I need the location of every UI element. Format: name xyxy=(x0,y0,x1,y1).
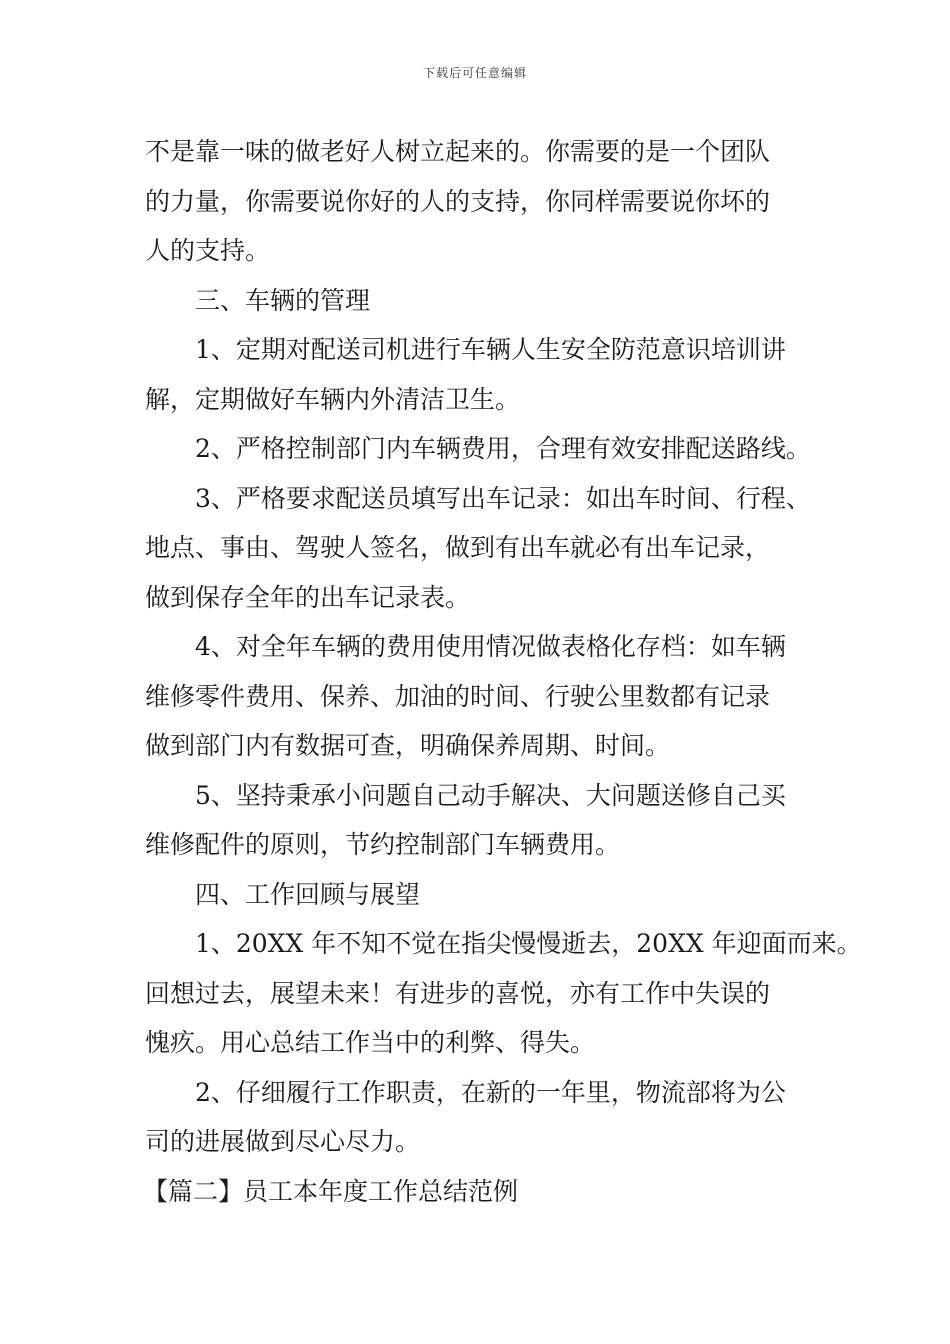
paragraph-line: 3、严格要求配送员填写出车记录：如出车时间、行程、 xyxy=(195,483,811,513)
paragraph-line: 维修配件的原则，节约控制部门车辆费用。 xyxy=(145,830,621,859)
paragraph-line: 地点、事由、驾驶人签名，做到有出车就必有出车记录， xyxy=(145,533,771,562)
section-title: 【篇二】员工本年度工作总结范例 xyxy=(143,1176,519,1206)
paragraph-line: 愧疚。用心总结工作当中的利弊、得失。 xyxy=(145,1028,596,1057)
paragraph-line: 做到部门内有数据可查，明确保养周期、时间。 xyxy=(145,731,671,760)
paragraph-line: 司的进展做到尽心尽力。 xyxy=(145,1127,421,1156)
paragraph-line: 做到保存全年的出车记录表。 xyxy=(145,582,471,612)
paragraph-line: 的力量，你需要说你好的人的支持，你同样需要说你坏的 xyxy=(145,186,771,216)
paragraph-line: 不是靠一味的做老好人树立起来的。你需要的是一个团队 xyxy=(145,137,771,166)
paragraph-line: 回想过去，展望未来！有进步的喜悦，亦有工作中失误的 xyxy=(145,978,771,1008)
header-note: 下载后可任意编辑 xyxy=(422,66,527,80)
document-body xyxy=(143,127,862,1216)
paragraph-line: 5、坚持秉承小问题自己动手解决、大问题送修自己买 xyxy=(195,780,786,810)
paragraph-line: 2、仔细履行工作职责，在新的一年里，物流部将为公 xyxy=(195,1077,786,1107)
paragraph-line: 1、20XX 年不知不觉在指尖慢慢逝去，20XX 年迎面而来。 xyxy=(195,929,862,958)
paragraph-line: 人的支持。 xyxy=(145,236,271,265)
section-heading-vehicle-management: 三、车辆的管理 xyxy=(195,285,371,315)
paragraph-line: 解，定期做好车辆内外清洁卫生。 xyxy=(145,384,521,414)
section-heading-review-outlook: 四、工作回顾与展望 xyxy=(195,879,421,909)
paragraph-line: 4、对全年车辆的费用使用情况做表格化存档：如车辆 xyxy=(195,632,786,661)
paragraph-line: 2、严格控制部门内车辆费用，合理有效安排配送路线。 xyxy=(195,434,811,463)
paragraph-line: 1、定期对配送司机进行车辆人生安全防范意识培训讲 xyxy=(195,335,786,364)
paragraph-line: 维修零件费用、保养、加油的时间、行驶公里数都有记录 xyxy=(145,681,771,711)
